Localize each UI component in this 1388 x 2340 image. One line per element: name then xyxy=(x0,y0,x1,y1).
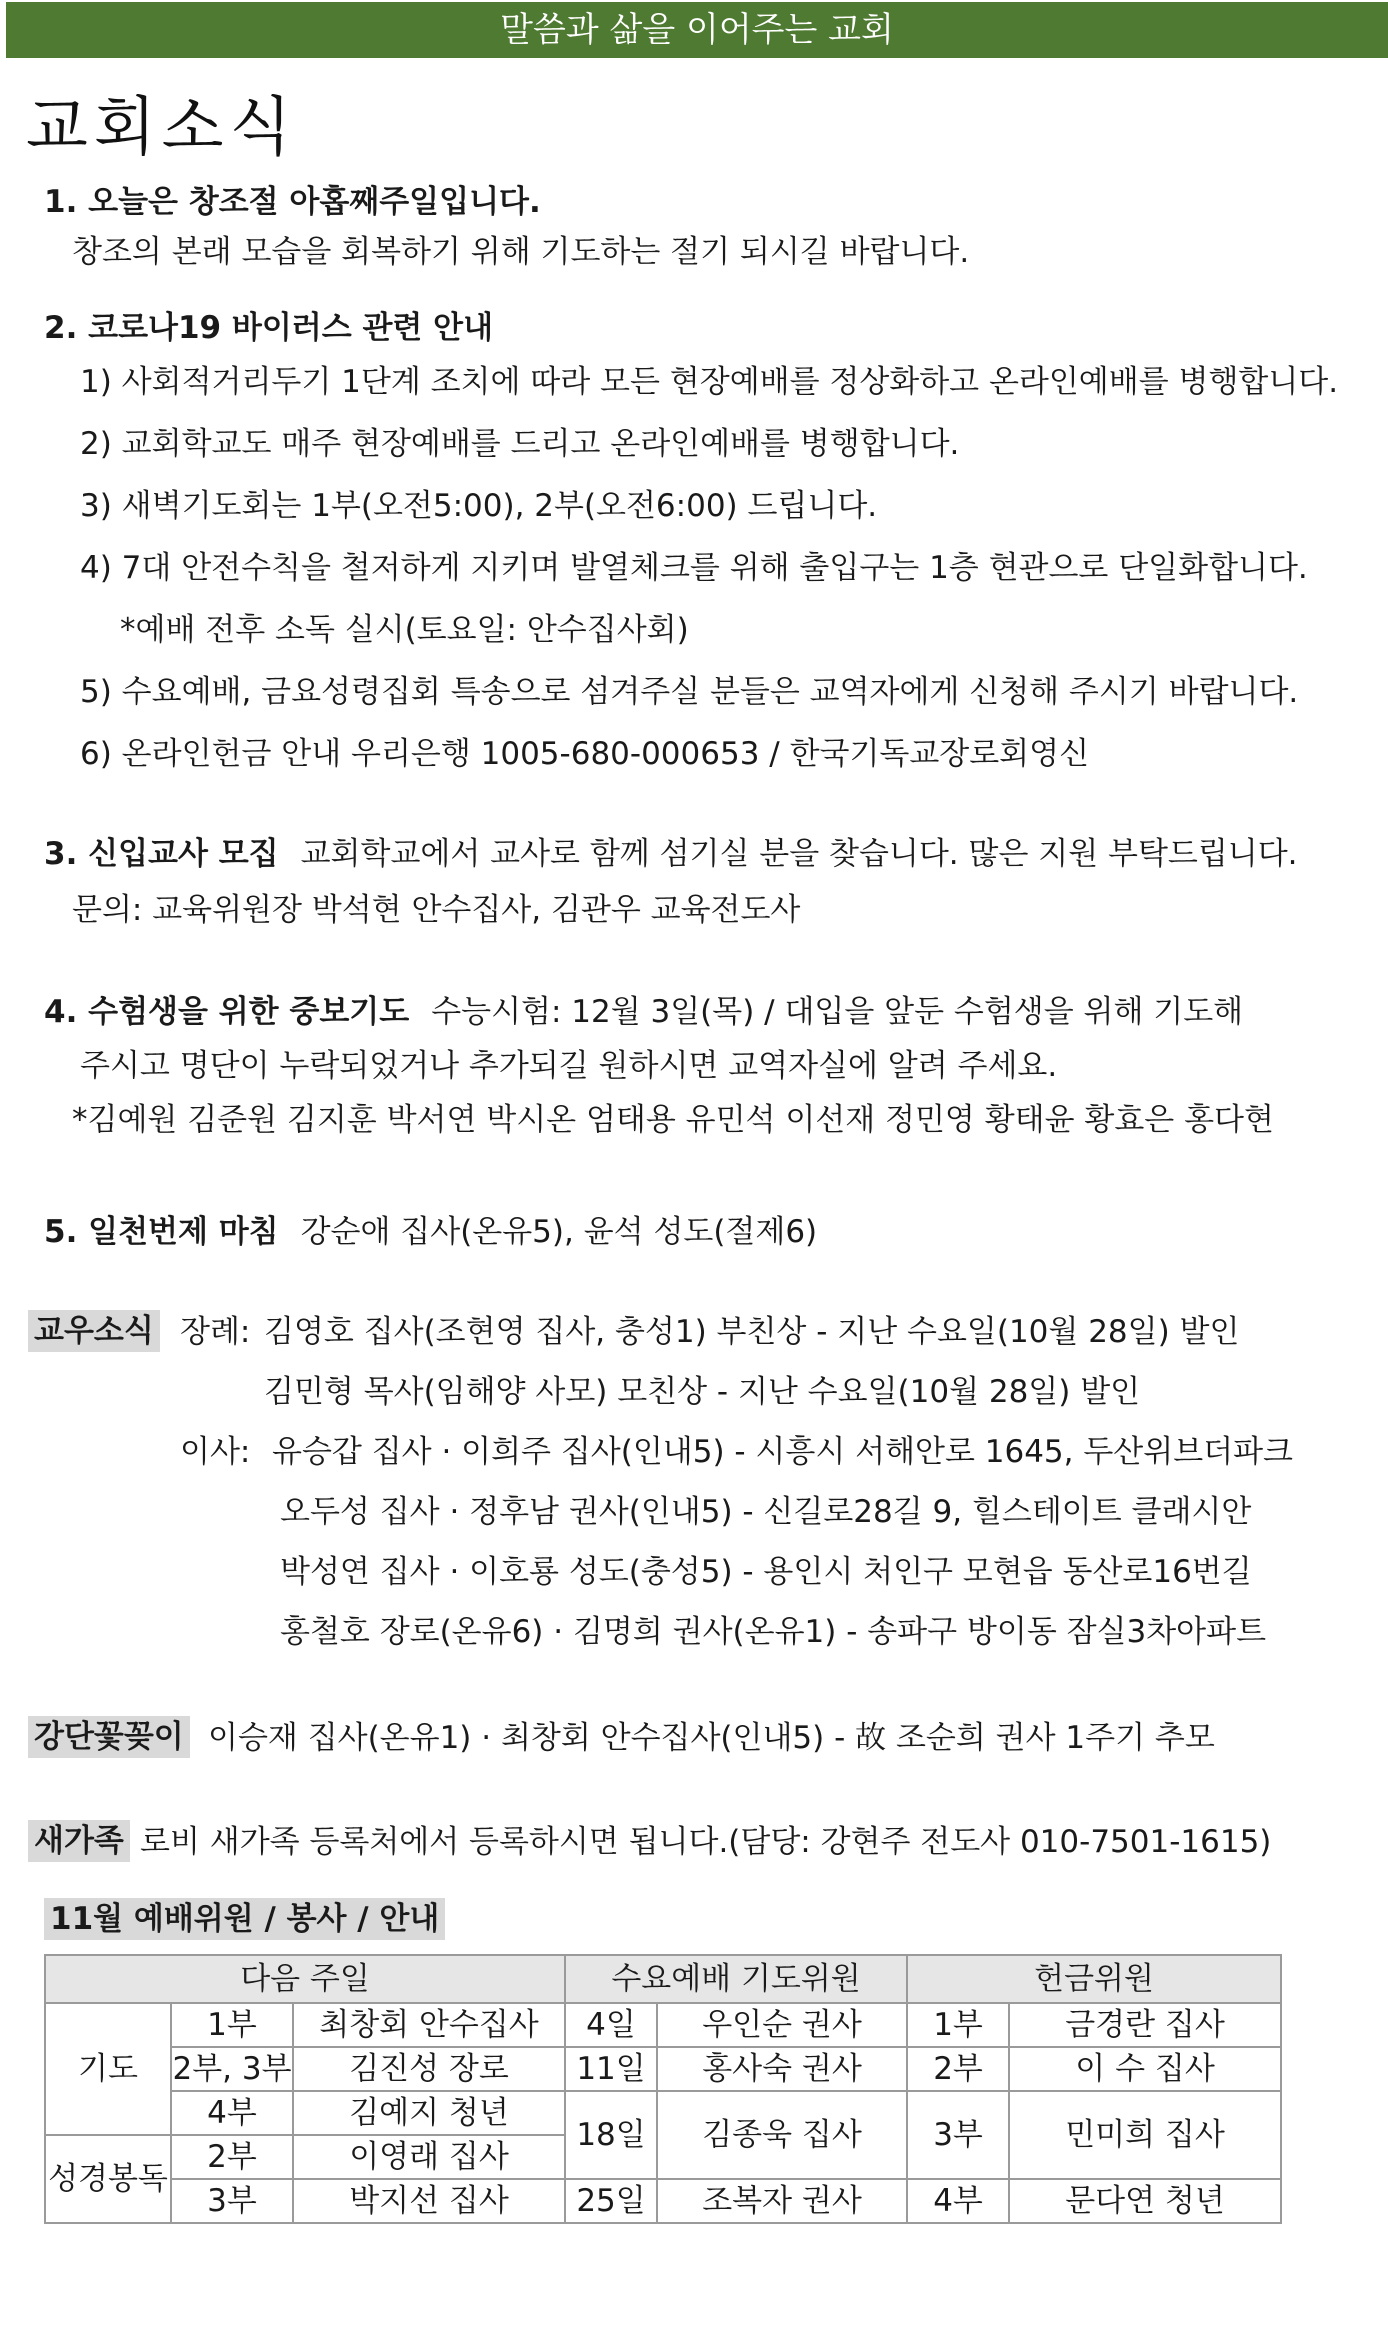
newfamily-label: 새가족 xyxy=(28,1820,130,1862)
table-row xyxy=(45,2047,1281,2091)
table-row xyxy=(45,2003,1281,2047)
item2-line-4: 4) 7대 안전수칙을 철저하게 지키며 발열체크를 위해 출입구는 1층 현관으로 단일화합니다. xyxy=(80,550,1308,586)
moving-line-3: 박성연 집사 · 이호룡 성도(충성5) - 용인시 처인구 모현읍 동산로16번길 xyxy=(280,1554,1252,1590)
table-row xyxy=(45,2091,1281,2135)
reading-name: 박지선 집사 xyxy=(293,2179,565,2223)
reading-part: 2부 xyxy=(171,2135,293,2179)
header-wednesday: 수요예배 기도위원 xyxy=(565,1955,907,2003)
schedule-table xyxy=(44,1954,1282,2224)
page-title: 교회소식 xyxy=(26,91,298,165)
item3-heading: 3. 신입교사 모집 xyxy=(44,836,279,872)
item2-line-5: 5) 수요예배, 금요성령집회 특송으로 섬겨주실 분들은 교역자에게 신청해 주시기 바랍니다. xyxy=(80,674,1299,710)
offering-name: 이 수 집사 xyxy=(1009,2047,1281,2091)
item4-text: 수능시험: 12월 3일(목) / 대입을 앞둔 수험생을 위해 기도해 xyxy=(431,994,1244,1030)
flowers-label: 강단꽃꽂이 xyxy=(28,1716,190,1758)
reading-part: 3부 xyxy=(171,2179,293,2223)
item4-names: *김예원 김준원 김지훈 박서연 박시온 엄태용 유민석 이선재 정민영 황태윤 황효은 홍다현 xyxy=(72,1102,1274,1138)
wed-name: 우인순 권사 xyxy=(657,2003,907,2047)
funeral-label: 장례: xyxy=(180,1314,251,1350)
item5 xyxy=(44,1212,817,1252)
offering-name: 금경란 집사 xyxy=(1009,2003,1281,2047)
item4-heading: 4. 수험생을 위한 중보기도 xyxy=(44,994,410,1030)
funeral-line-2: 김민형 목사(임해양 사모) 모친상 - 지난 수요일(10월 28일) 발인 xyxy=(264,1374,1141,1410)
flowers-text: 이승재 집사(온유1) · 최창회 안수집사(인내5) - 故 조순희 권사 1주기 추모 xyxy=(208,1720,1215,1756)
offering-name: 문다연 청년 xyxy=(1009,2179,1281,2223)
prayer-part: 2부, 3부 xyxy=(171,2047,293,2091)
header-next-sunday: 다음 주일 xyxy=(45,1955,565,2003)
wed-name: 홍사숙 권사 xyxy=(657,2047,907,2091)
item2-line-4-note: *예배 전후 소독 실시(토요일: 안수집사회) xyxy=(120,612,689,648)
reading-name: 이영래 집사 xyxy=(293,2135,565,2179)
item4 xyxy=(44,992,1243,1032)
header-banner: 말씀과 삶을 이어주는 교회 xyxy=(6,2,1388,58)
moving-line-4: 홍철호 장로(온유6) · 김명희 권사(온유1) - 송파구 방이동 잠실3차아파트 xyxy=(280,1614,1267,1650)
offering-part: 1부 xyxy=(907,2003,1009,2047)
moving-line-1: 유승갑 집사 · 이희주 집사(인내5) - 시흥시 서해안로 1645, 두산위브더파크 xyxy=(272,1434,1293,1470)
reading-label: 성경봉독 xyxy=(45,2135,171,2223)
funeral-line-1: 김영호 집사(조현영 집사, 충성1) 부친상 - 지난 수요일(10월 28일) 발인 xyxy=(264,1314,1240,1350)
moving-line-2: 오두성 집사 · 정후남 권사(인내5) - 신길로28길 9, 힐스테이트 클래시안 xyxy=(280,1494,1252,1530)
wed-date: 25일 xyxy=(565,2179,657,2223)
wed-date: 11일 xyxy=(565,2047,657,2091)
item5-heading: 5. 일천번제 마침 xyxy=(44,1214,279,1250)
prayer-part: 4부 xyxy=(171,2091,293,2135)
schedule-title: 11월 예배위원 / 봉사 / 안내 xyxy=(44,1898,445,1940)
item2-line-2: 2) 교회학교도 매주 현장예배를 드리고 온라인예배를 병행합니다. xyxy=(80,426,960,462)
wed-name: 조복자 권사 xyxy=(657,2179,907,2223)
item2-line-3: 3) 새벽기도회는 1부(오전5:00), 2부(오전6:00) 드립니다. xyxy=(80,488,878,524)
prayer-name: 김예지 청년 xyxy=(293,2091,565,2135)
item5-text: 강순애 집사(온유5), 윤석 성도(절제6) xyxy=(300,1214,818,1250)
item2-line-1: 1) 사회적거리두기 1단계 조치에 따라 모든 현장예배를 정상화하고 온라인예배를 병행합니다. xyxy=(80,364,1339,400)
wed-date: 4일 xyxy=(565,2003,657,2047)
prayer-label: 기도 xyxy=(45,2003,171,2135)
newfamily-text: 로비 새가족 등록처에서 등록하시면 됩니다.(담당: 강현주 전도사 010-7501-1615) xyxy=(140,1824,1272,1860)
prayer-part: 1부 xyxy=(171,2003,293,2047)
offering-part: 4부 xyxy=(907,2179,1009,2223)
news-label: 교우소식 xyxy=(28,1310,160,1352)
prayer-name: 김진성 장로 xyxy=(293,2047,565,2091)
item3-text: 교회학교에서 교사로 함께 섬기실 분을 찾습니다. 많은 지원 부탁드립니다. xyxy=(300,836,1298,872)
wed-date: 18일 xyxy=(565,2091,657,2179)
wed-name: 김종욱 집사 xyxy=(657,2091,907,2179)
schedule-header-row xyxy=(45,1955,1281,2003)
item1-text: 창조의 본래 모습을 회복하기 위해 기도하는 절기 되시길 바랍니다. xyxy=(72,234,970,270)
item1-heading: 1. 오늘은 창조절 아홉째주일입니다. xyxy=(44,184,541,220)
item4-text2: 주시고 명단이 누락되었거나 추가되길 원하시면 교역자실에 알려 주세요. xyxy=(80,1048,1058,1084)
prayer-name: 최창회 안수집사 xyxy=(293,2003,565,2047)
item3-contact: 문의: 교육위원장 박석현 안수집사, 김관우 교육전도사 xyxy=(72,892,801,928)
table-row xyxy=(45,2179,1281,2223)
item2-line-6: 6) 온라인헌금 안내 우리은행 1005-680-000653 / 한국기독교장로회영신 xyxy=(80,736,1090,772)
item2-heading: 2. 코로나19 바이러스 관련 안내 xyxy=(44,310,494,346)
moving-label: 이사: xyxy=(180,1434,251,1470)
offering-part: 3부 xyxy=(907,2091,1009,2179)
offering-part: 2부 xyxy=(907,2047,1009,2091)
item3 xyxy=(44,834,1298,874)
offering-name: 민미희 집사 xyxy=(1009,2091,1281,2179)
header-offering: 헌금위원 xyxy=(907,1955,1281,2003)
